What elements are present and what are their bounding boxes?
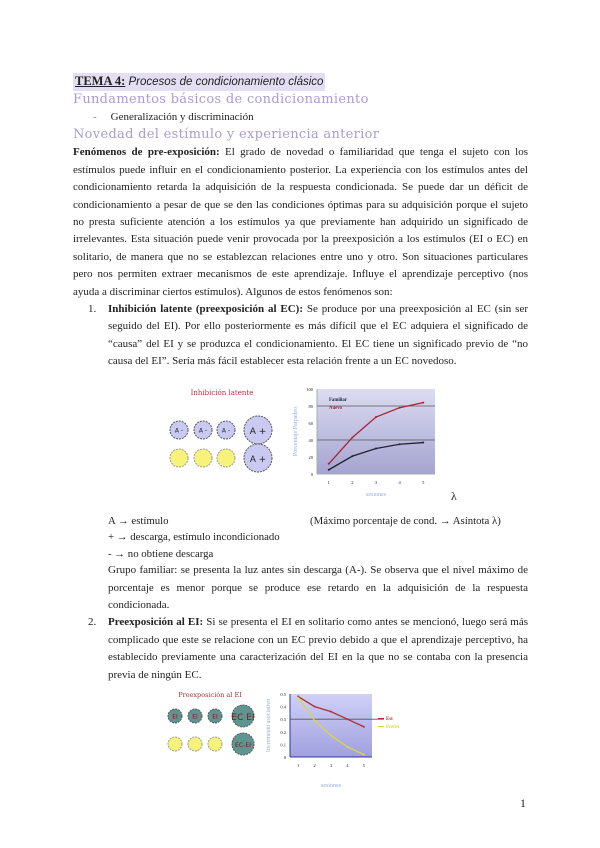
legend-label: Prefex — [386, 725, 400, 731]
y-tick-label: 0 — [283, 755, 286, 761]
legend-plus: + → descarga, estímulo incondicionado — [108, 531, 280, 544]
document-title — [73, 73, 325, 91]
data-point — [330, 711, 332, 713]
y-axis-label: Porcentaje Parpadeo — [293, 406, 299, 456]
figure-ei-preexposure — [73, 684, 528, 794]
data-point — [351, 455, 353, 457]
legend-row — [108, 513, 528, 530]
stimulus-label: EI — [192, 713, 198, 721]
diagram-title: Preexposición al EI — [178, 691, 242, 700]
y-tick-label: 60 — [308, 420, 313, 426]
y-axis-label: Incremento asociativo — [266, 698, 272, 753]
blank-circle — [208, 737, 222, 751]
x-tick-label: 2 — [313, 763, 316, 769]
data-point — [346, 746, 348, 748]
data-point — [346, 718, 348, 720]
legend-label: Nuevo — [329, 405, 343, 411]
y-tick-label: 40 — [308, 437, 313, 443]
subsection-heading: Novedad del estímulo y experiencia anterior — [73, 127, 380, 143]
y-tick-label: 20 — [308, 454, 313, 460]
x-axis-label: sesiones — [366, 491, 386, 498]
lambda-symbol: λ — [451, 488, 457, 503]
diagram-title: Inhibición latente — [190, 388, 254, 397]
stimulus-label: A - — [198, 427, 208, 435]
legend-minus: - → no obtiene descarga — [108, 547, 214, 560]
x-tick-label: 5 — [422, 479, 425, 485]
figure-latent-inhibition — [73, 371, 528, 513]
y-tick-label: 0.2 — [280, 729, 286, 735]
item-term: Preexposición al EI: — [108, 616, 204, 629]
x-tick-label: 5 — [362, 763, 365, 769]
page-content — [73, 72, 528, 794]
item-text: Se produce por una preexposición al EC (sin ser seguido del EI). Por ello posteriormente es más difícil que el EC adquiera el significado de “causa” del EI y se produzca el condicionamiento. El EC tiene un significado previo de “no causa del EI”. Sería más fácil establecer esta relación frente a un EC novedoso. — [108, 303, 528, 368]
blank-circle — [188, 737, 202, 751]
x-tick-label: 3 — [374, 479, 378, 485]
y-tick-label: 0.1 — [280, 742, 286, 748]
paragraph-text: El grado de novedad o familiaridad que tenga el sujeto con los estímulos puede influir en el condicionamiento posterior. La experiencia con los estímulos antes del condicionamiento retarda la adquisición de la respuesta condicionada. Se puede dar un déficit de condicionamiento a pesar de que se den las condiciones óptimas para su adquisición porque el sujeto no presta suficiente atención a los estímulos ya que previamente han adquirido un significado de irrelevantes. Esta situación puede venir provocada por la preexposición a los estímulos (EI o EC) en solitario, de manera que no se establezcan relaciones entre uno y otro. Son situaciones particulares pero nos permiten extraer mecanismos de este aprendizaje. Influye el aprendizaje perceptivo (nos ayuda a discriminar ciertos estímulos). Algunos de estos fenómenos son: — [73, 146, 528, 298]
blank-circle — [170, 449, 188, 467]
bullet-dash: - — [93, 111, 97, 123]
x-tick-label: 2 — [351, 479, 354, 485]
data-point — [399, 443, 401, 445]
stimulus-label: A + — [249, 454, 267, 465]
list-number: 2. — [88, 616, 97, 629]
legend-label: Familiar — [329, 397, 347, 403]
blank-circle — [194, 449, 212, 467]
x-tick-label: 4 — [398, 479, 401, 485]
bullet-item — [93, 109, 528, 126]
data-point — [422, 401, 424, 403]
stimulus-label: A + — [249, 426, 267, 437]
data-point — [351, 436, 353, 438]
ei-preexposure-chart — [260, 692, 420, 792]
data-point — [399, 406, 401, 408]
section-heading: Fundamentos básicos de condicionamiento — [73, 92, 369, 107]
page-number: 1 — [520, 796, 526, 810]
legend-a: A → estímulo — [108, 514, 169, 527]
topic-number: TEMA 4: — [75, 74, 126, 88]
x-tick-label: 1 — [327, 479, 330, 485]
data-point — [328, 468, 330, 470]
stimulus-label: EI — [212, 713, 218, 721]
x-tick-label: 3 — [329, 763, 333, 769]
x-tick-label: 4 — [346, 763, 349, 769]
paragraph-familiar-group: Grupo familiar: se presenta la luz antes sin descarga (A-). Se observa que el nivel máximo de porcentaje es menor porque se produce ese retardo en la adquisición de la respuesta condicionada. — [108, 564, 528, 611]
x-axis-label: sesiones — [321, 783, 341, 790]
x-tick-label: 1 — [297, 763, 300, 769]
y-tick-label: 80 — [308, 403, 313, 409]
paragraph-preexposure — [73, 144, 528, 301]
stimulus-label: EC-EI — [234, 741, 252, 749]
y-tick-label: 0.5 — [280, 692, 286, 698]
stimulus-label: EC EI — [231, 713, 255, 724]
data-point — [328, 462, 330, 464]
paragraph-term: Fenómenos de pre-exposición: — [73, 146, 220, 159]
list-item-ei-preexposure — [88, 614, 528, 684]
legend-asymptote: (Máximo porcentaje de cond. → Asíntota λ) — [310, 514, 501, 527]
latent-inhibition-diagram — [160, 383, 300, 483]
item-text: Si se presenta el EI en solitario como antes se mencionó, luego será más complicado que este se relacione con un EC previo debido a que el aprendizaje perceptivo, ha establecido previamente una caracterización del EI en la que no se contaba con la presencia previa de ningún EC. — [108, 616, 529, 681]
data-point — [314, 706, 316, 708]
blank-circle — [168, 737, 182, 751]
item-term: Inhibición latente (preexposición al EC): — [108, 303, 304, 316]
legend-block — [108, 513, 528, 615]
data-point — [363, 726, 365, 728]
y-tick-label: 0 — [310, 471, 313, 477]
stimulus-label: EI — [172, 713, 178, 721]
data-point — [314, 719, 316, 721]
data-point — [375, 416, 377, 418]
y-tick-label: 100 — [306, 386, 313, 392]
list-item-latent-inhibition — [88, 301, 528, 371]
data-point — [363, 754, 365, 756]
legend-label: Est — [386, 717, 393, 723]
bullet-text: Generalización y discriminación — [110, 111, 254, 123]
stimulus-label: A - — [174, 427, 184, 435]
data-point — [297, 697, 299, 699]
list-number: 1. — [88, 303, 97, 316]
data-point — [330, 735, 332, 737]
y-tick-label: 0.3 — [280, 717, 286, 723]
latent-inhibition-chart — [287, 387, 452, 507]
blank-circle — [217, 449, 235, 467]
topic-title: Procesos de condicionamiento clásico — [128, 76, 324, 88]
stimulus-label: A - — [221, 427, 231, 435]
data-point — [375, 447, 377, 449]
y-tick-label: 0.4 — [280, 704, 286, 710]
data-point — [422, 441, 424, 443]
